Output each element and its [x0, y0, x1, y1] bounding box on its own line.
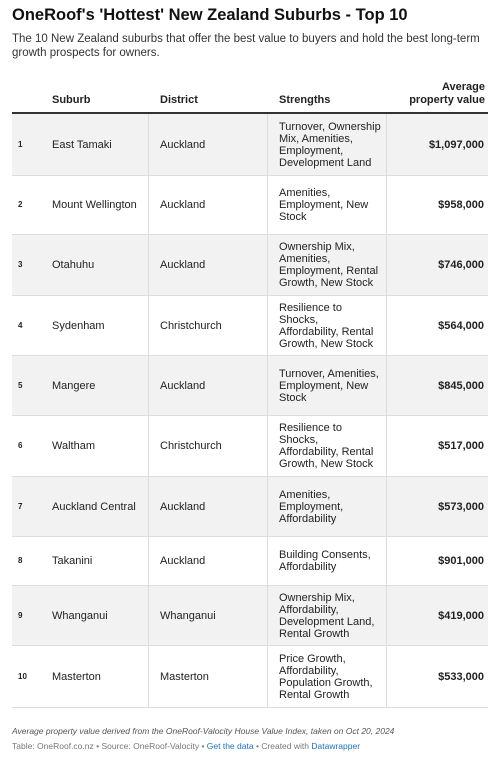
column-divider — [386, 114, 387, 175]
average-value-cell: $533,000 — [438, 670, 484, 683]
column-divider — [386, 296, 387, 355]
strength-line: Price Growth, — [279, 652, 346, 665]
average-value-cell: $1,097,000 — [428, 138, 484, 151]
header-district[interactable]: District — [160, 94, 198, 106]
column-divider — [148, 296, 149, 355]
district-cell: Masterton — [160, 670, 209, 683]
suburb-cell: Takanini — [52, 555, 93, 567]
column-divider — [267, 646, 268, 707]
strength-line: Shocks, — [279, 313, 319, 326]
column-divider — [148, 356, 149, 415]
average-value-cell: $958,000 — [438, 199, 484, 211]
average-value-cell: $419,000 — [438, 609, 484, 622]
suburb-cell: Waltham — [52, 440, 95, 452]
column-divider — [148, 477, 149, 536]
strength-line: Growth, New Stock — [279, 277, 374, 289]
column-divider — [267, 356, 268, 415]
strength-line: Rental Growth — [279, 688, 350, 701]
suburbs-table — [12, 72, 488, 708]
column-divider — [148, 235, 149, 295]
district-cell: Auckland — [160, 199, 206, 211]
strength-line: Turnover, Ownership — [279, 120, 381, 133]
column-divider — [148, 537, 149, 585]
strengths-cell — [279, 121, 384, 169]
rank-cell: 2 — [18, 200, 23, 209]
column-divider — [386, 176, 387, 234]
table-row — [12, 176, 488, 235]
strength-line: Affordability, Rental — [279, 446, 374, 458]
rank-cell: 9 — [18, 610, 23, 620]
get-the-data-link[interactable]: Get the data — [206, 741, 254, 751]
strengths-cell — [279, 489, 384, 525]
district-cell: Christchurch — [160, 440, 222, 452]
column-divider — [386, 646, 387, 707]
strength-line: Affordability — [279, 512, 337, 525]
strength-line: Affordability, — [279, 603, 339, 616]
header-value-line2: property value — [409, 94, 485, 106]
column-divider — [267, 114, 268, 175]
district-cell: Auckland — [160, 555, 206, 567]
rank-cell: 6 — [18, 441, 23, 450]
strength-line: Affordability — [279, 561, 337, 573]
table-body — [12, 114, 488, 708]
suburb-cell: Mount Wellington — [52, 199, 137, 211]
rank-cell: 5 — [18, 380, 23, 390]
column-divider — [386, 356, 387, 415]
suburb-cell: Otahuhu — [52, 259, 95, 271]
column-divider — [386, 537, 387, 585]
strengths-cell — [279, 187, 384, 223]
strength-line: Affordability, — [279, 664, 339, 677]
strength-line: Rental Growth — [279, 627, 350, 640]
table-row — [12, 356, 488, 416]
table-row — [12, 646, 488, 708]
strength-line: Development Land — [279, 156, 372, 169]
strength-line: Amenities, — [279, 187, 331, 199]
strength-line: Resilience to — [279, 301, 342, 314]
column-divider — [148, 586, 149, 645]
strength-line: Turnover, Amenities, — [279, 367, 379, 380]
strengths-cell — [279, 241, 384, 289]
table-header — [12, 72, 488, 114]
strength-line: Ownership Mix, — [279, 591, 355, 604]
strength-line: Shocks, — [279, 434, 319, 446]
footer-created: • Created with — [253, 741, 312, 751]
average-value-cell: $845,000 — [438, 379, 484, 392]
column-divider — [267, 416, 268, 476]
strengths-cell — [279, 422, 384, 470]
datawrapper-link[interactable]: Datawrapper — [311, 741, 361, 751]
suburb-cell: Auckland Central — [52, 500, 136, 513]
strength-line: Stock — [279, 391, 307, 404]
chart-subtitle: The 10 New Zealand suburbs that offer the best value to buyers and hold the best long-term growth prospects for owners. — [12, 33, 480, 59]
rank-cell: 4 — [18, 320, 23, 330]
rank-cell: 8 — [18, 556, 23, 565]
suburb-cell: Sydenham — [52, 319, 105, 332]
strength-line: Stock — [279, 211, 307, 223]
header-suburb[interactable]: Suburb — [52, 94, 91, 106]
district-cell: Auckland — [160, 379, 206, 392]
column-divider — [148, 416, 149, 476]
column-divider — [267, 477, 268, 536]
district-cell: Christchurch — [160, 319, 222, 332]
strength-line: Development Land, — [279, 615, 375, 628]
column-divider — [267, 235, 268, 295]
strength-line: Resilience to — [279, 422, 342, 434]
rank-cell: 7 — [18, 501, 23, 511]
table-row — [12, 416, 488, 477]
average-value-cell: $564,000 — [438, 319, 484, 332]
strength-line: Employment, — [279, 144, 344, 157]
rank-cell: 3 — [18, 260, 23, 269]
strength-line: Employment, — [279, 500, 344, 513]
strengths-cell — [279, 592, 384, 640]
table-row — [12, 235, 488, 296]
column-divider — [267, 586, 268, 645]
table-row — [12, 537, 488, 586]
strength-line: Growth, New Stock — [279, 458, 374, 470]
average-value-cell: $573,000 — [438, 500, 484, 513]
column-divider — [148, 176, 149, 234]
average-value-cell: $517,000 — [438, 440, 484, 452]
strength-line: Amenities, — [279, 253, 331, 265]
strength-line: Population Growth, — [279, 676, 373, 689]
strengths-cell — [279, 302, 384, 350]
column-divider — [386, 586, 387, 645]
suburb-cell: East Tamaki — [52, 138, 112, 151]
district-cell: Whanganui — [160, 609, 216, 622]
table-row — [12, 586, 488, 646]
strength-line: Employment, New — [279, 379, 369, 392]
column-divider — [148, 114, 149, 175]
header-average-property-value[interactable] — [409, 81, 485, 107]
table-footer — [12, 741, 492, 752]
table-row — [12, 114, 488, 176]
strengths-cell — [279, 368, 384, 404]
column-divider — [386, 477, 387, 536]
rank-cell: 10 — [18, 671, 27, 681]
column-divider — [386, 416, 387, 476]
strength-line: Ownership Mix, — [279, 241, 355, 253]
suburb-cell: Mangere — [52, 379, 96, 392]
strengths-cell — [279, 653, 384, 701]
footer-source: Table: OneRoof.co.nz • Source: OneRoof-Valocity • — [12, 741, 207, 751]
suburb-cell: Whanganui — [52, 609, 108, 622]
column-divider — [148, 646, 149, 707]
table-row — [12, 477, 488, 537]
district-cell: Auckland — [160, 500, 206, 513]
column-divider — [267, 537, 268, 585]
district-cell: Auckland — [160, 138, 206, 151]
strengths-cell — [279, 549, 384, 573]
header-value-line1: Average — [441, 81, 485, 93]
column-divider — [386, 235, 387, 295]
column-divider — [267, 176, 268, 234]
table-note: Average property value derived from the OneRoof-Valocity House Value Index, taken on Oct 20, 2024 — [12, 726, 395, 736]
column-divider — [267, 296, 268, 355]
strength-line: Growth, New Stock — [279, 337, 374, 350]
average-value-cell: $901,000 — [438, 555, 484, 567]
district-cell: Auckland — [160, 259, 206, 271]
average-value-cell: $746,000 — [438, 259, 484, 271]
rank-cell: 1 — [18, 139, 23, 149]
strength-line: Employment, New — [279, 199, 369, 211]
suburb-cell: Masterton — [52, 670, 101, 683]
strength-line: Employment, Rental — [279, 265, 379, 277]
chart-title: OneRoof's 'Hottest' New Zealand Suburbs - Top 10 — [12, 6, 408, 24]
strength-line: Amenities, — [279, 488, 331, 501]
table-row — [12, 296, 488, 356]
header-strengths[interactable]: Strengths — [279, 94, 331, 106]
strength-line: Affordability, Rental — [279, 325, 374, 338]
strength-line: Mix, Amenities, — [279, 132, 353, 145]
strength-line: Building Consents, — [279, 549, 371, 561]
